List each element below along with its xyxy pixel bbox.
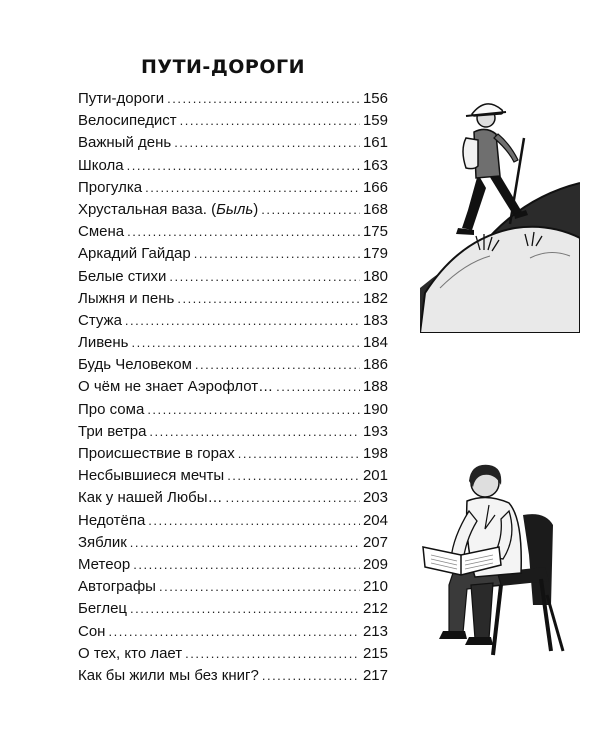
toc-entry-title: Происшествие в горах [78,445,235,462]
toc-entry-page: 161 [362,134,388,152]
toc-entry[interactable] [78,177,388,199]
toc-entry-page: 183 [362,311,388,329]
toc-entry-page: 168 [362,200,388,218]
toc-entry-title: Пути-дороги [78,90,165,107]
toc-entry-title: Метеор [78,555,131,573]
toc-entry-title: О чём не знает Аэрофлот… [78,378,274,396]
toc-entry-title: Смена [78,223,125,241]
dot-leader [262,665,360,687]
dot-leader [185,643,360,665]
toc-entry[interactable] [78,421,388,443]
dot-leader [195,354,360,376]
toc-entry[interactable] [78,510,388,532]
dot-leader [133,554,360,576]
toc-entry[interactable] [78,243,388,265]
toc-entry[interactable] [78,643,388,665]
toc-entry-page: 217 [362,666,388,684]
toc-entry[interactable] [78,288,388,310]
page-title: ПУТИ-ДОРОГИ [141,56,305,78]
toc-entry-title: Три ветра [78,422,147,440]
toc-entry-title: Ливень [78,334,129,352]
dot-leader [194,243,360,265]
dot-leader [108,621,360,643]
toc-entry[interactable] [78,465,388,487]
toc-entry-title [78,199,258,221]
toc-entry[interactable] [78,88,388,110]
toc-entry[interactable] [78,354,388,376]
toc-entry[interactable] [78,155,388,177]
toc-entry-title: Аркадий Гайдар [78,245,191,263]
hiker-on-hill-illustration [420,88,580,333]
toc-entry[interactable] [78,665,388,687]
toc-entry-page: 184 [362,334,388,352]
toc-entry-title: Как бы жили мы без книг? [78,666,259,684]
toc-entry[interactable] [78,221,388,243]
toc-entry-page: 156 [362,90,388,107]
toc-entry[interactable] [78,621,388,643]
toc-entry-title: Важный день [78,134,172,152]
seated-reader-illustration [405,455,580,660]
dot-leader [226,487,360,509]
toc-entry[interactable] [78,266,388,288]
dot-leader [169,266,360,288]
toc-entry-page: 204 [362,511,388,529]
toc-entry-title: Стужа [78,311,122,329]
table-of-contents [78,88,388,687]
toc-entry-page: 180 [362,267,388,285]
toc-entry-title: О тех, кто лает [78,644,183,662]
dot-leader [147,399,360,421]
toc-entry[interactable] [78,376,388,398]
dot-leader [127,155,360,177]
toc-entry-page: 175 [362,223,388,241]
toc-entry-title: Белые стихи [78,267,167,285]
toc-entry-title: Сон [78,622,106,640]
toc-entry-page: 207 [362,533,388,551]
dot-leader [227,465,360,487]
dot-leader [174,132,360,154]
toc-entry-title: Автографы [78,578,156,596]
toc-entry-title: Несбывшиеся мечты [78,467,225,485]
toc-entry-page: 212 [362,600,388,618]
toc-entry[interactable] [78,110,388,132]
toc-entry-page: 166 [362,178,388,196]
dot-leader [130,532,360,554]
dot-leader [180,110,360,132]
toc-entry-page: 210 [362,578,388,596]
toc-entry-page: 209 [362,555,388,573]
toc-entry[interactable] [78,576,388,598]
toc-entry-page: 193 [362,422,388,440]
toc-entry[interactable] [78,532,388,554]
dot-leader [276,376,360,398]
toc-entry[interactable] [78,487,388,509]
toc-entry-page: 186 [362,356,388,374]
note-close-paren: ) [253,200,259,218]
toc-entry-page: 203 [362,489,388,507]
dot-leader [127,221,360,243]
toc-entry-note: Быль [216,200,254,218]
toc-entry[interactable] [78,554,388,576]
toc-entry[interactable] [78,132,388,154]
toc-entry-page: 182 [362,289,388,307]
toc-entry-page: 163 [362,156,388,174]
dot-leader [125,310,360,332]
toc-entry[interactable] [78,332,388,354]
dot-leader [261,199,360,221]
toc-entry-title: Зяблик [78,533,127,551]
dot-leader [149,421,360,443]
dot-leader [177,288,360,310]
toc-entry-page: 201 [362,467,388,485]
toc-entry-title: Лыжня и пень [78,289,175,307]
note-open-paren: ( [211,200,217,218]
toc-entry[interactable] [78,443,388,465]
dot-leader [238,443,360,465]
toc-entry-page: 198 [362,445,388,462]
toc-entry-title: Будь Человеком [78,356,192,374]
toc-entry-page: 215 [362,644,388,662]
dot-leader [148,510,360,532]
dot-leader [130,598,360,620]
toc-entry-page: 190 [362,400,388,418]
toc-entry-title: Про сома [78,400,145,418]
toc-entry-page: 188 [362,378,388,396]
toc-entry-page: 179 [362,245,388,263]
toc-entry-page: 213 [362,622,388,640]
toc-entry-title: Школа [78,156,124,174]
dot-leader [159,576,360,598]
toc-entry-title: Как у нашей Любы… [78,489,223,507]
toc-entry-title-main: Хрустальная ваза. [78,200,207,218]
toc-entry[interactable] [78,310,388,332]
dot-leader [167,88,360,110]
toc-entry-title: Недотёпа [78,511,146,529]
dot-leader [145,177,360,199]
toc-entry-title: Беглец [78,600,128,618]
toc-entry-page: 159 [362,112,388,130]
toc-entry[interactable] [78,399,388,421]
dot-leader [131,332,360,354]
toc-entry-title: Велосипедист [78,112,177,130]
toc-entry[interactable] [78,598,388,620]
toc-entry-title: Прогулка [78,178,143,196]
toc-entry[interactable] [78,199,388,221]
